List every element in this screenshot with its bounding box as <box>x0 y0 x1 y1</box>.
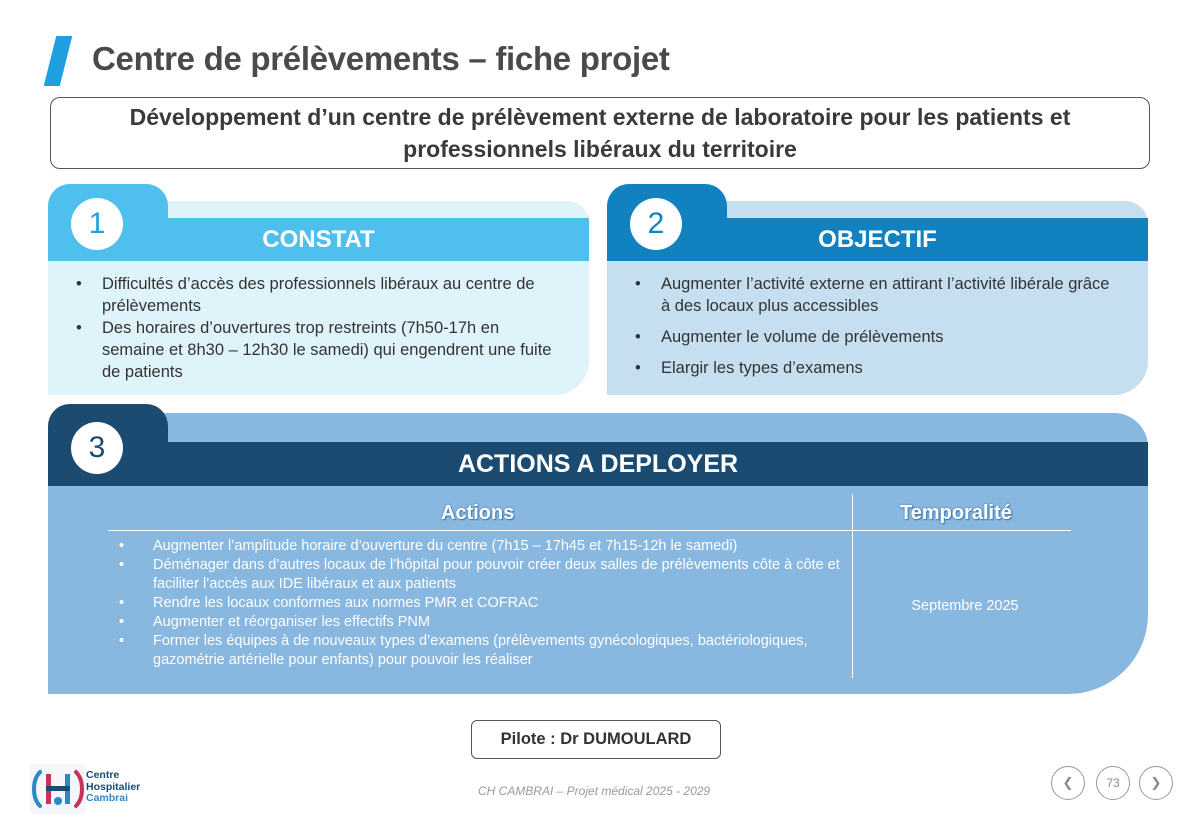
logo-line-1: Centre <box>86 769 120 781</box>
list-item: • Rendre les locaux conformes aux normes PMR et COFRAC <box>110 594 840 613</box>
list-item: • Déménager dans d’autres locaux de l’hôpital pour pouvoir créer deux salles de prélèvements côte à côte et faciliter l’accès aux IDE libéraux et aux patients <box>110 556 840 594</box>
chevron-left-icon: ❮ <box>1062 775 1074 790</box>
previous-page-button[interactable] <box>1051 766 1085 800</box>
title-accent-slash <box>44 36 72 86</box>
list-item: • Augmenter et réorganiser les effectifs PNM <box>110 613 840 632</box>
number-badge-2: 2 <box>630 198 682 250</box>
table-header-divider <box>108 530 1071 531</box>
list-item: • Difficultés d’accès des professionnels libéraux au centre de prélèvements <box>66 273 559 317</box>
list-item: • Des horaires d’ouvertures trop restreints (7h50-17h en semaine et 8h30 – 12h30 le samedi) qui engendrent une fuite de patients <box>66 317 559 383</box>
number-badge-3: 3 <box>71 422 123 474</box>
list-item: • Augmenter le volume de prélèvements <box>625 326 1118 348</box>
subtitle-box <box>50 97 1150 169</box>
constat-header: CONSTAT <box>48 218 589 261</box>
list-item: • Augmenter l’activité externe en attirant l’activité libérale grâce à des locaux plus accessibles <box>625 273 1118 317</box>
subtitle-text: Développement d’un centre de prélèvement externe de laboratoire pour les patients et professionnels libéraux du territoire <box>129 104 1071 162</box>
logo-wordmark <box>86 770 140 805</box>
objectif-body <box>607 261 1148 395</box>
list-item: • Augmenter l’amplitude horaire d’ouverture du centre (7h15 – 17h45 et 7h15-12h le samedi) <box>110 537 840 556</box>
actions-header: ACTIONS A DEPLOYER <box>48 442 1148 486</box>
table-column-divider <box>852 494 853 678</box>
logo-line-2: Hospitalier <box>86 780 141 793</box>
timing-value: Septembre 2025 <box>911 598 1019 614</box>
actions-column-header: Actions <box>441 502 515 524</box>
logo-line-3: Cambrai <box>86 792 129 804</box>
next-page-button[interactable] <box>1139 766 1173 800</box>
list-item: • Former les équipes à de nouveaux types d’examens (prélèvements gynécologiques, bactériologiques, gazométrie artérielle pour enfants) pour pouvoir les réaliser <box>110 632 840 670</box>
number-badge-1: 1 <box>71 198 123 250</box>
objectif-header: OBJECTIF <box>607 218 1148 261</box>
page-title: Centre de prélèvements – fiche projet <box>92 40 670 77</box>
constat-body <box>48 261 589 395</box>
footer-text: CH CAMBRAI – Projet médical 2025 - 2029 <box>478 784 711 798</box>
chevron-right-icon: ❯ <box>1150 775 1162 790</box>
timing-column-header: Temporalité <box>900 502 1012 524</box>
actions-list <box>110 537 840 670</box>
list-item: • Elargir les types d’examens <box>625 357 1118 379</box>
page-number: 73 <box>1096 766 1130 800</box>
pilote-label: Pilote : Dr DUMOULARD <box>471 720 721 759</box>
